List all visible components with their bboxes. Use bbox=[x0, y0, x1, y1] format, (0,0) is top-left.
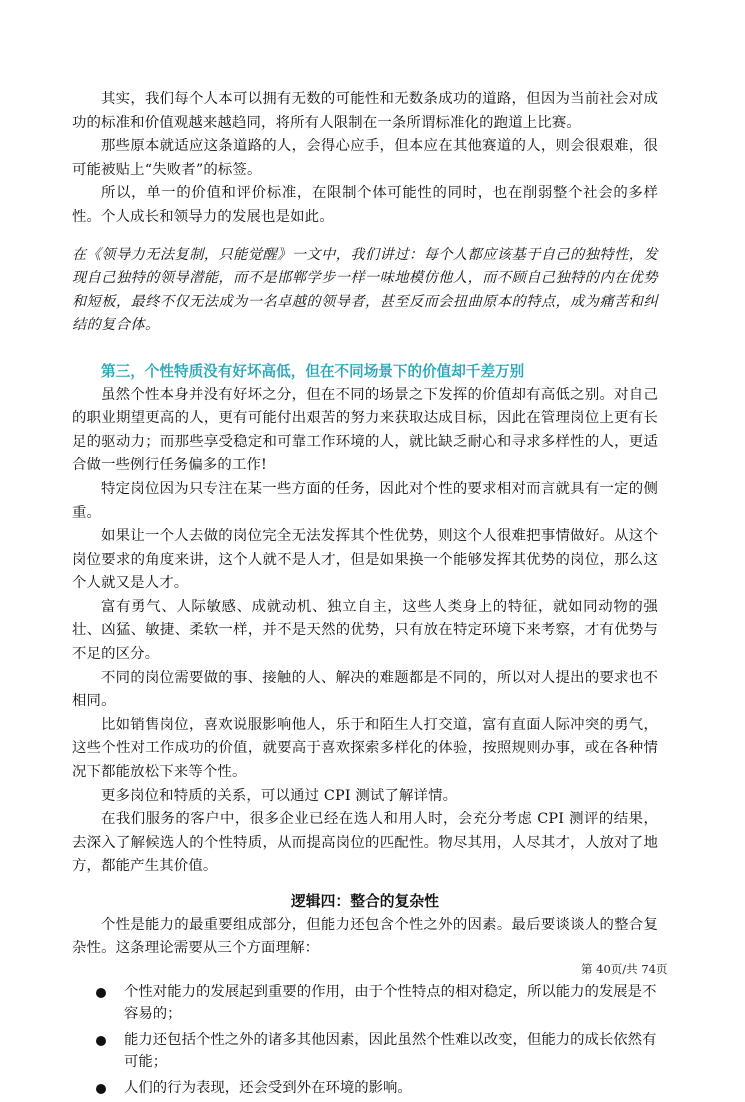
bullet-icon bbox=[96, 1036, 106, 1046]
body-paragraph-4: 富有勇气、人际敏感、成就动机、独立自主，这些人类身上的特征，就如同动物的强壮、凶猛、敏捷、柔软一样，并不是天然的优势，只有放在特定环境下来考察，才有优势与不足的区分。 bbox=[72, 598, 658, 663]
subheading: 第三，个性特质没有好坏高低，但在不同场景下的价值却千差万别 bbox=[101, 362, 525, 380]
body-paragraph-3: 如果让一个人去做的岗位完全无法发挥其个性优势，则这个人很难把事情做好。从这个岗位要求的角度来讲，这个人就不是人才，但是如果换一个能够发挥其优势的岗位，那么这个人就又是人才。 bbox=[72, 528, 658, 592]
quote-text: 在《领导力无法复制，只能觉醒》一文中，我们讲过：每个人都应该基于自己的独特性，发现自己独特的领导潜能，而不是邯郸学步一样一味地模仿他人，而不顾自己独特的内在优势和短板，最终不仅无法成为一名卓越的领导者，甚至反而会扭曲原本的特点，成为痛苦和纠结的复合体。 bbox=[72, 246, 658, 334]
intro-paragraph-1: 其实，我们每个人本可以拥有无数的可能性和无数条成功的道路，但因为当前社会对成功的标准和价值观越来越趋同，将所有人限制在一条所谓标准化的跑道上比赛。 bbox=[72, 91, 658, 131]
list-item bbox=[72, 1077, 658, 1100]
list-item bbox=[72, 981, 658, 1026]
document-page bbox=[72, 88, 658, 1102]
section-intro: 个性是能力的最重要组成部分，但能力还包含个性之外的因素。最后要谈谈人的整合复杂性。这条理论需要从三个方面理解： bbox=[72, 916, 658, 957]
list-item bbox=[72, 1029, 658, 1074]
list-item-text: 人们的行为表现，还会受到外在环境的影响。 bbox=[124, 1079, 412, 1096]
body-paragraph-1: 虽然个性本身并没有好坏之分，但在不同的场景之下发挥的价值却有高低之别。对自己的职业期望更高的人，更有可能付出艰苦的努力来获取达成目标，因此在管理岗位上更有长足的驱动力；而那些享受稳定和可靠工作环境的人，就比缺乏耐心和寻求多样性的人，更适合做一些例行任务偏多的工作! bbox=[72, 386, 658, 474]
list-item-text: 能力还包括个性之外的诸多其他因素，因此虽然个性难以改变，但能力的成长依然有可能； bbox=[124, 1031, 657, 1071]
body-paragraph-8: 在我们服务的客户中，很多企业已经在选人和用人时，会充分考虑 CPI 测评的结果，去深入了解候选人的个性特质，从而提高岗位的匹配性。物尽其用，人尽其才，人放对了地方，都能产生其价值。 bbox=[72, 811, 658, 875]
page-number-footer: 第 40页/共 74页 bbox=[581, 962, 668, 976]
body-paragraph-6: 比如销售岗位，喜欢说服影响他人，乐于和陌生人打交道，富有直面人际冲突的勇气，这些个性对工作成功的价值，就要高于喜欢探索多样化的体验，按照规则办事，或在各种情况下都能放松下来等个性。 bbox=[72, 716, 658, 781]
list-item-text: 个性对能力的发展起到重要的作用，由于个性特点的相对稳定，所以能力的发展是不容易的； bbox=[124, 983, 657, 1023]
intro-paragraph-3: 所以，单一的价值和评价标准，在限制个体可能性的同时，也在削弱整个社会的多样性。个人成长和领导力的发展也是如此。 bbox=[72, 185, 658, 225]
bullet-icon bbox=[96, 1084, 106, 1094]
body-paragraph-5: 不同的岗位需要做的事、接触的人、解决的难题都是不同的，所以对人提出的要求也不相同。 bbox=[72, 669, 658, 710]
body-paragraph-7: 更多岗位和特质的关系，可以通过 CPI 测试了解详情。 bbox=[101, 787, 458, 804]
section-title: 逻辑四：整合的复杂性 bbox=[291, 893, 439, 910]
intro-paragraph-2: 那些原本就适应这条道路的人，会得心应手，但本应在其他赛道的人，则会很艰难，很可能被贴上“失败者”的标签。 bbox=[72, 138, 658, 178]
quote-block bbox=[72, 244, 658, 338]
bullet-list bbox=[72, 981, 658, 1100]
body-paragraph-2: 特定岗位因为只专注在某一些方面的任务，因此对个性的要求相对而言就具有一定的侧重。 bbox=[72, 480, 658, 521]
bullet-icon bbox=[96, 988, 106, 998]
